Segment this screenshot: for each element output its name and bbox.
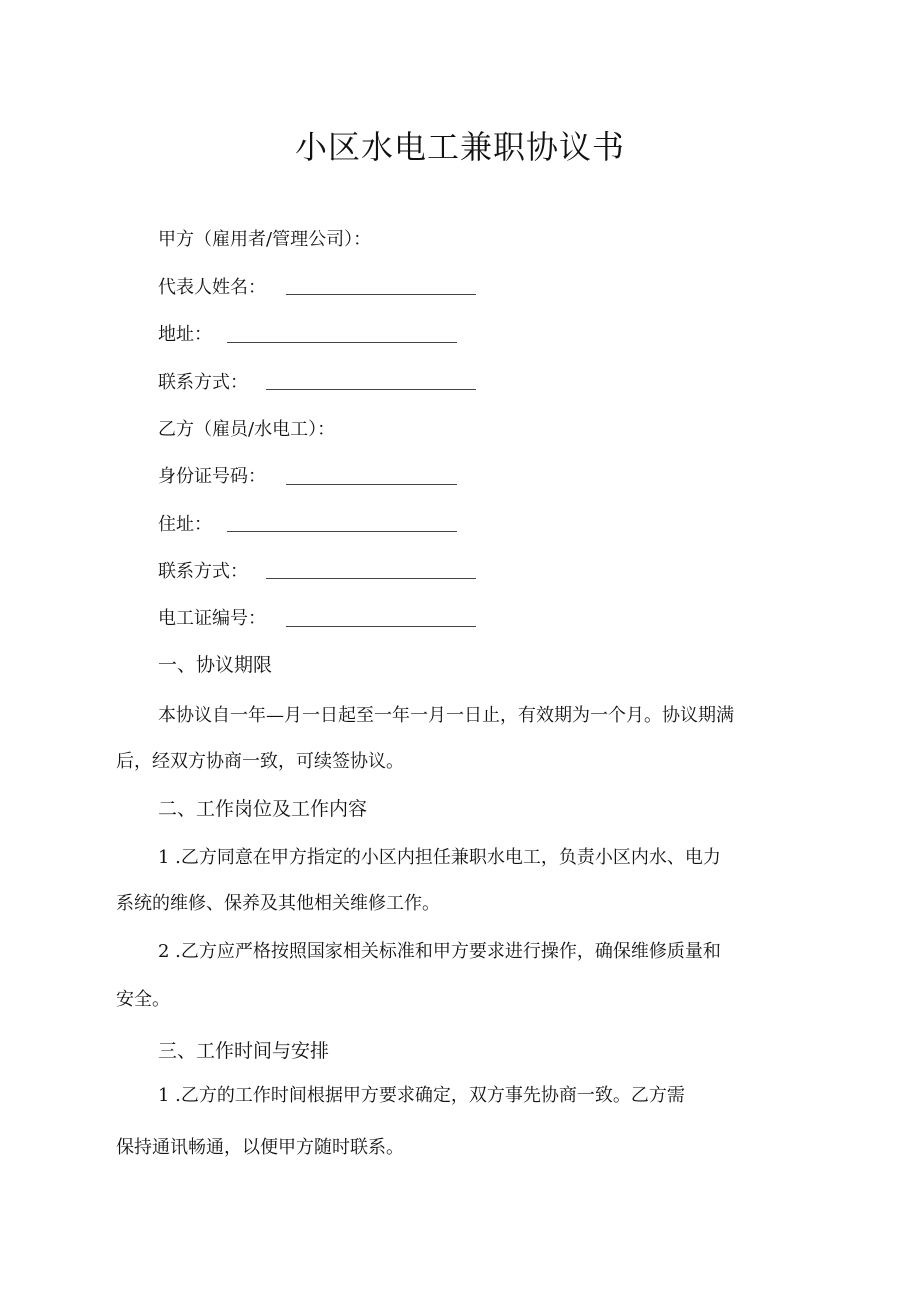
party-a-contact-label: 联系方式： bbox=[158, 372, 248, 393]
party-b-contact-label: 联系方式： bbox=[158, 561, 248, 582]
representative-name-label: 代表人姓名： bbox=[158, 277, 266, 298]
paragraph-line: 系统的维修、保养及其他相关维修工作。 bbox=[116, 893, 440, 914]
party-a-contact-blank[interactable] bbox=[266, 389, 476, 390]
electrician-cert-label: 电工证编号： bbox=[158, 608, 266, 629]
paragraph-line: 安全。 bbox=[116, 989, 170, 1010]
paragraph-line: 1 .乙方的工作时间根据甲方要求确定，双方事先协商一致。乙方需 bbox=[158, 1085, 685, 1106]
party-b-label: 乙方（雇员/水电工）： bbox=[158, 419, 336, 440]
party-a-label: 甲方（雇用者/管理公司）： bbox=[158, 229, 372, 250]
address-blank[interactable] bbox=[227, 342, 457, 343]
paragraph-line: 1 .乙方同意在甲方指定的小区内担任兼职水电工，负责小区内水、电力 bbox=[158, 847, 721, 868]
residence-blank[interactable] bbox=[227, 531, 457, 532]
paragraph-line: 本协议自一年—月一日起至一年一月一日止，有效期为一个月。协议期满 bbox=[158, 705, 734, 726]
section-heading-duties: 二、工作岗位及工作内容 bbox=[158, 798, 368, 820]
section-heading-schedule: 三、工作时间与安排 bbox=[158, 1040, 330, 1062]
electrician-cert-blank[interactable] bbox=[286, 626, 476, 627]
document-title: 小区水电工兼职协议书 bbox=[294, 128, 625, 166]
party-b-contact-blank[interactable] bbox=[266, 578, 476, 579]
residence-label: 住址： bbox=[158, 514, 212, 535]
paragraph-line: 2 .乙方应严格按照国家相关标准和甲方要求进行操作，确保维修质量和 bbox=[158, 941, 721, 962]
representative-name-blank[interactable] bbox=[286, 294, 476, 295]
id-number-label: 身份证号码： bbox=[158, 466, 266, 487]
address-label: 地址： bbox=[158, 324, 212, 345]
paragraph-line: 保持通讯畅通，以便甲方随时联系。 bbox=[116, 1137, 404, 1158]
section-heading-term: 一、协议期限 bbox=[158, 654, 273, 676]
id-number-blank[interactable] bbox=[286, 484, 457, 485]
paragraph-line: 后，经双方协商一致，可续签协议。 bbox=[116, 751, 404, 772]
